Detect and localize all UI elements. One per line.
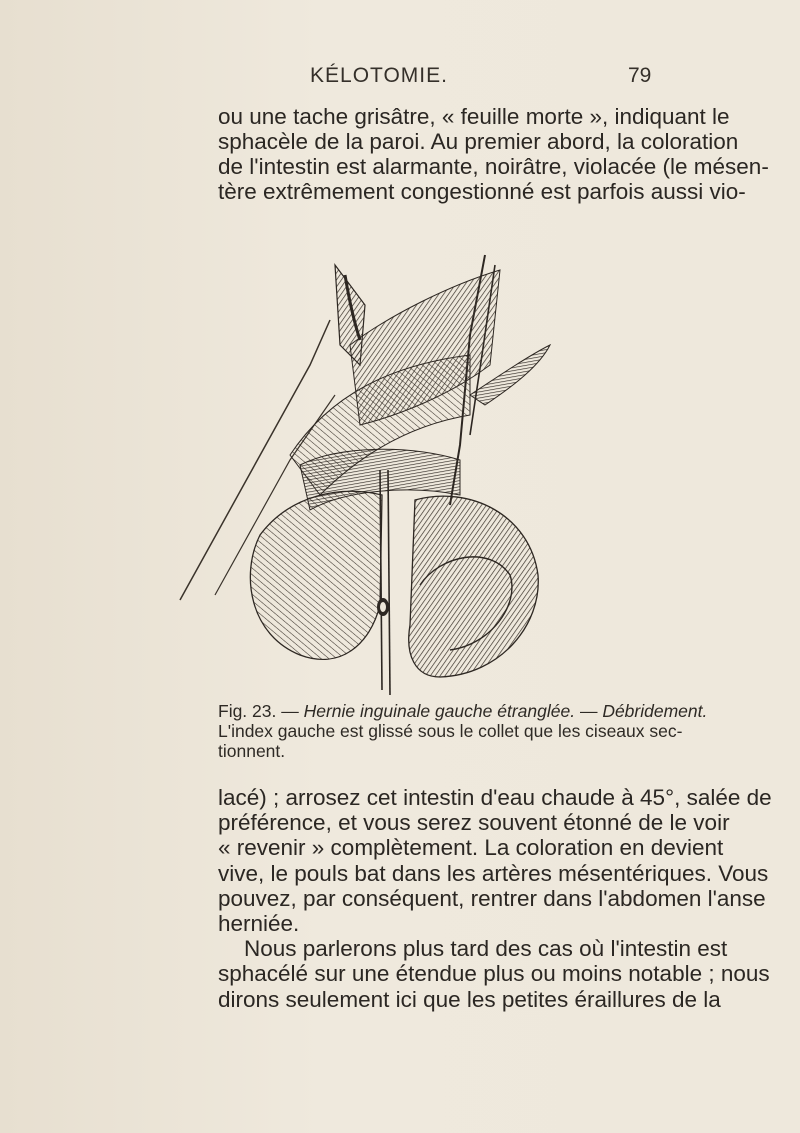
text-line: tère extrêmement congestionné est parfois aussi vio-: [218, 179, 746, 204]
text-line: Nous parlerons plus tard des cas où l'intestin est: [244, 936, 728, 962]
text-line: sphacèle de la paroi. Au premier abord, la coloration: [218, 129, 739, 154]
running-title: KÉLOTOMIE.: [310, 64, 448, 87]
caption-line-2: L'index gauche est glissé sous le collet que les ciseaux sec-: [218, 721, 683, 741]
text-line: préférence, et vous serez souvent étonné de le voir: [218, 810, 730, 836]
figure-caption: [218, 701, 748, 761]
text-line: dirons seulement ici que les petites éraillures de la: [218, 986, 721, 1012]
figure-engraving: [170, 245, 570, 705]
caption-line-3: tionnent.: [218, 741, 286, 761]
paragraph-bottom: [218, 785, 772, 1012]
text-line: herniée.: [218, 911, 300, 937]
text-line: vive, le pouls bat dans les artères mésentériques. Vous: [218, 860, 769, 886]
text-line: pouvez, par conséquent, rentrer dans l'abdomen l'anse: [218, 885, 766, 911]
caption-subtitle: Débridement.: [602, 701, 708, 721]
caption-separator: —: [579, 701, 598, 721]
caption-line-1: [218, 701, 748, 721]
text-line: lacé) ; arrosez cet intestin d'eau chaude à 45°, salée de: [218, 785, 772, 810]
caption-label: Fig. 23. —: [218, 701, 299, 721]
text-line: sphacélé sur une étendue plus ou moins notable ; nous: [218, 961, 770, 987]
text-line: « revenir » complètement. La coloration en devient: [218, 835, 724, 861]
page-number: 79: [628, 64, 652, 87]
anatomical-engraving-icon: [170, 245, 570, 705]
running-head: [0, 64, 800, 94]
caption-title: Hernie inguinale gauche étranglée.: [303, 701, 576, 721]
text-line: de l'intestin est alarmante, noirâtre, violacée (le mésen-: [218, 154, 769, 179]
paragraph-top: [218, 104, 769, 204]
text-line: ou une tache grisâtre, « feuille morte », indiquant le: [218, 104, 730, 129]
